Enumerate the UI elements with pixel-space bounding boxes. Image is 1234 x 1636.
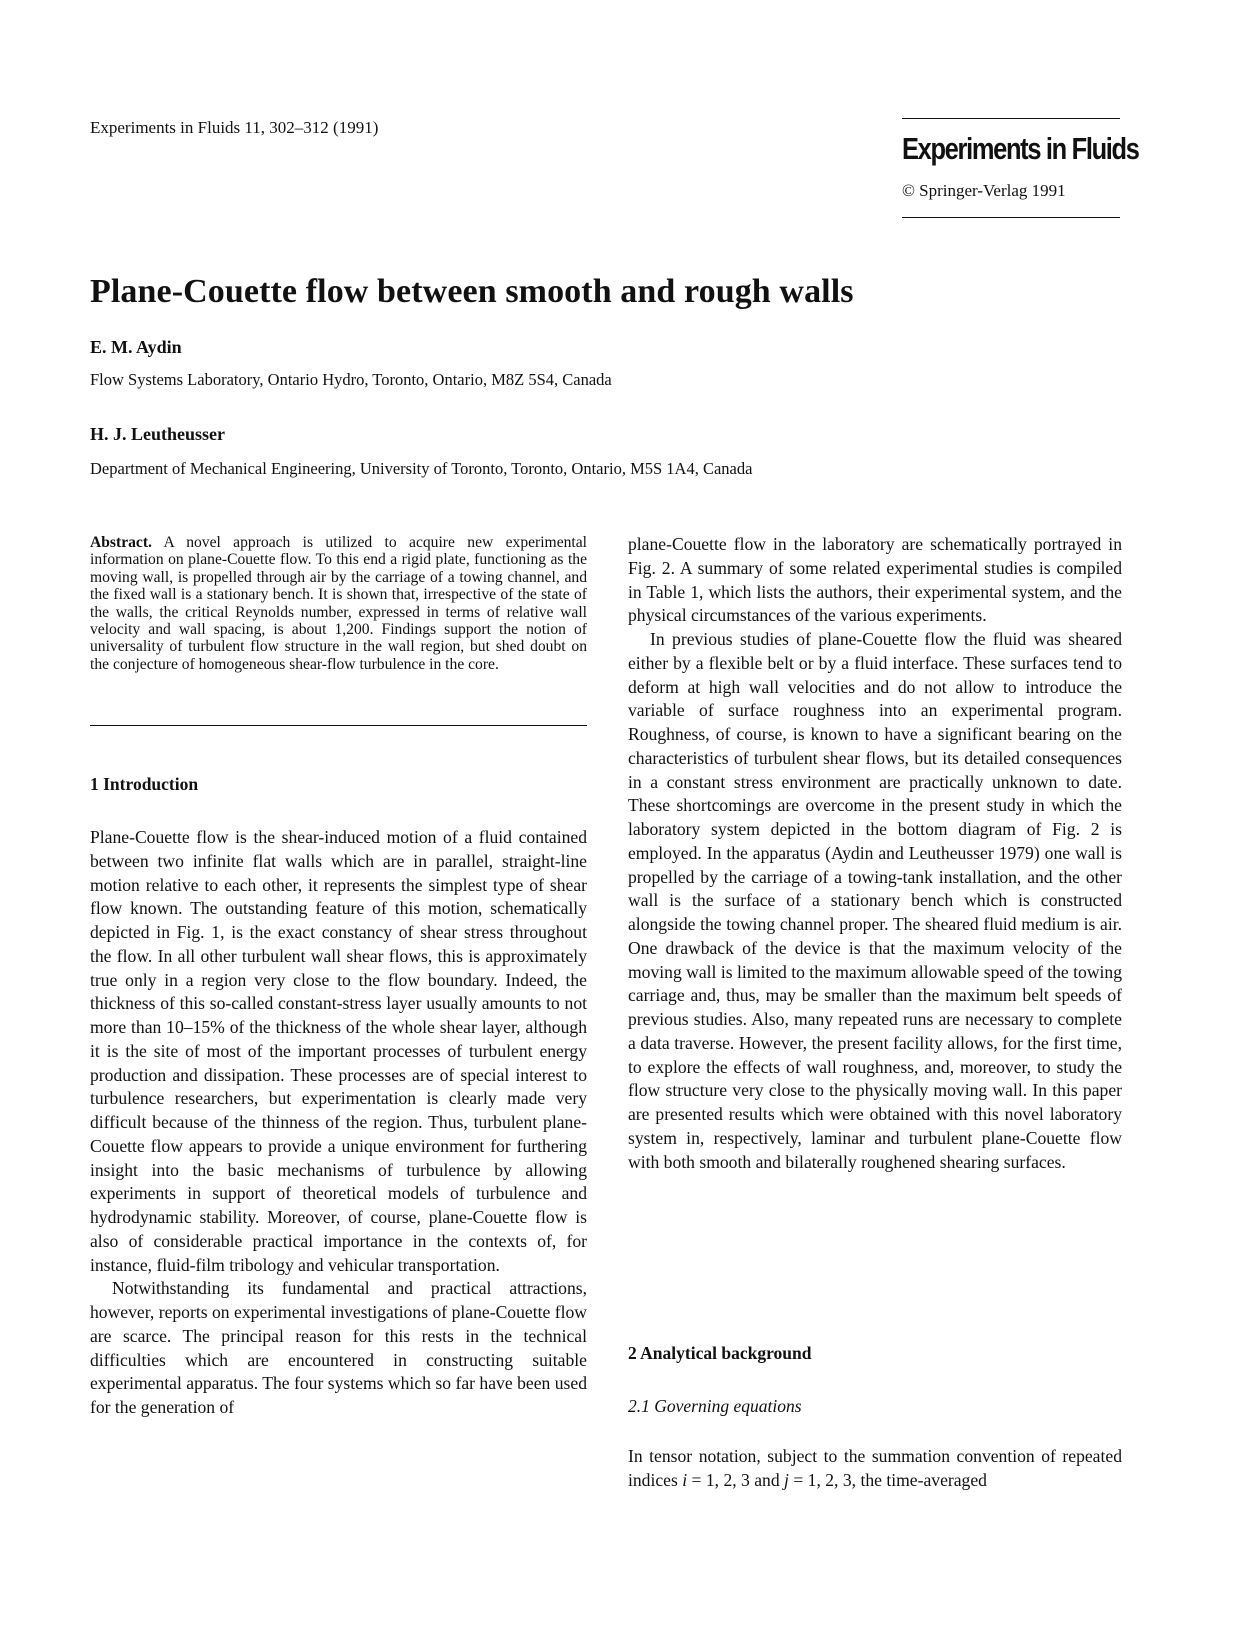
author-name-1: E. M. Aydin: [90, 337, 182, 357]
intro-paragraph-2: Notwithstanding its fundamental and practical attractions, however, reports on experimental investigations of plane-Couette flow are scarce. The principal reason for this rests in the technical difficulties which are encountered in constructing suitable experimental apparatus. The four systems which so far have been used for the generation of: [90, 1278, 587, 1417]
index-j-values: = 1, 2, 3, the time-averaged: [788, 1469, 987, 1490]
paper-title: Plane-Couette flow between smooth and rough walls: [90, 273, 854, 310]
abstract-label: Abstract.: [90, 534, 152, 551]
author-affiliation-1: Flow Systems Laboratory, Ontario Hydro, Toronto, Ontario, M8Z 5S4, Canada: [90, 370, 612, 389]
masthead-bottom-rule: [902, 217, 1120, 218]
governing-equations-body: [628, 1445, 1122, 1493]
governing-lead-text: In tensor notation, subject to the summation convention of repeated indices: [628, 1446, 1122, 1490]
introduction-continued: [628, 533, 1122, 1174]
copyright-notice: © Springer-Verlag 1991: [902, 181, 1066, 200]
section-heading-introduction: 1 Introduction: [90, 774, 199, 794]
abstract: [90, 534, 587, 673]
abstract-divider: [90, 725, 587, 726]
journal-masthead: [902, 118, 1139, 218]
governing-paragraph: [628, 1445, 1122, 1493]
index-i-values: = 1, 2, 3 and: [687, 1469, 785, 1490]
section-heading-analytical-background: 2 Analytical background: [628, 1343, 812, 1363]
index-j-variable: j: [784, 1469, 789, 1490]
introduction-body: [90, 826, 587, 1420]
journal-name: Experiments in Fluids: [902, 131, 1139, 166]
subsection-heading-governing-equations: 2.1 Governing equations: [628, 1396, 802, 1416]
right-paragraph-2: In previous studies of plane-Couette flow the fluid was sheared either by a flexible belt or by a fluid interface. These surfaces tend to deform at high wall velocities and do not allow to introduce the variable of surface roughness into an experimental program. Roughness, of course, is known to have a significant bearing on the characteristics of turbulent shear flows, but its detailed consequences in a constant stress environment are practically unknown to date. These shortcomings are overcome in the present study in which the laboratory system depicted in the bottom diagram of Fig. 2 is employed. In the apparatus (Aydin and Leutheusser 1979) one wall is propelled by the carriage of a towing-tank installation, and the other wall is the surface of a stationary bench which is constructed alongside the towing channel proper. The sheared fluid medium is air. One drawback of the device is that the maximum velocity of the moving wall is limited to the maximum allowable speed of the towing carriage and, thus, may be smaller than the maximum belt speeds of previous studies. Also, many repeated runs are necessary to complete a data traverse. However, the present facility allows, for the first time, to explore the effects of wall roughness, and, moreover, to study the flow structure very close to the physically moving wall. In this paper are presented results which were obtained with this novel laboratory system in, respectively, laminar and turbulent plane-Couette flow with both smooth and bilaterally roughened shearing surfaces.: [628, 629, 1123, 1172]
author-name-2: H. J. Leutheusser: [90, 424, 225, 444]
journal-citation: Experiments in Fluids 11, 302–312 (1991): [90, 118, 379, 137]
intro-paragraph-1: Plane-Couette flow is the shear-induced motion of a fluid contained between two infinite flat walls which are in parallel, straight-line motion relative to each other, it represents the simplest type of shear flow known. The outstanding feature of this motion, schematically depicted in Fig. 1, is the exact constancy of shear stress throughout the flow. In all other turbulent wall shear flows, this is approximately true only in a region very close to the flow boundary. Indeed, the thickness of this so-called constant-stress layer usually amounts to not more than 10–15% of the thickness of the whole shear layer, although it is the site of most of the important processes of turbulent energy production and dissipation. These processes are of special interest to turbulence researchers, but experimentation is clearly made very difficult because of the thinness of the region. Thus, turbulent plane-Couette flow appears to provide a unique environment for furthering insight into the basic mechanisms of turbulence by allowing experiments in support of theoretical models of turbulence and hydrodynamic stability. Moreover, of course, plane-Couette flow is also of considerable practical importance in the contexts of, for instance, fluid-film tribology and vehicular transportation.: [90, 827, 587, 1275]
abstract-text: A novel approach is utilized to acquire new experimental information on plane-Couette flow. To this end a rigid plate, functioning as the moving wall, is propelled through air by the carriage of a towing channel, and the fixed wall is a stationary bench. It is shown that, irrespective of the state of the walls, the critical Reynolds number, expressed in terms of relative wall velocity and wall spacing, is about 1,200. Findings support the notion of universality of turbulent flow structure in the wall region, but shed doubt on the conjecture of homogeneous shear-flow turbulence in the core.: [90, 534, 587, 673]
masthead-top-rule: [902, 118, 1120, 119]
index-i-variable: i: [682, 1469, 688, 1490]
right-paragraph-1: plane-Couette flow in the laboratory are schematically portrayed in Fig. 2. A summary of some related experimental studies is compiled in Table 1, which lists the authors, their experimental system, and the physical circumstances of the various experiments.: [628, 534, 1122, 626]
author-affiliation-2: Department of Mechanical Engineering, University of Toronto, Toronto, Ontario, M5S 1A4, Canada: [90, 459, 753, 478]
